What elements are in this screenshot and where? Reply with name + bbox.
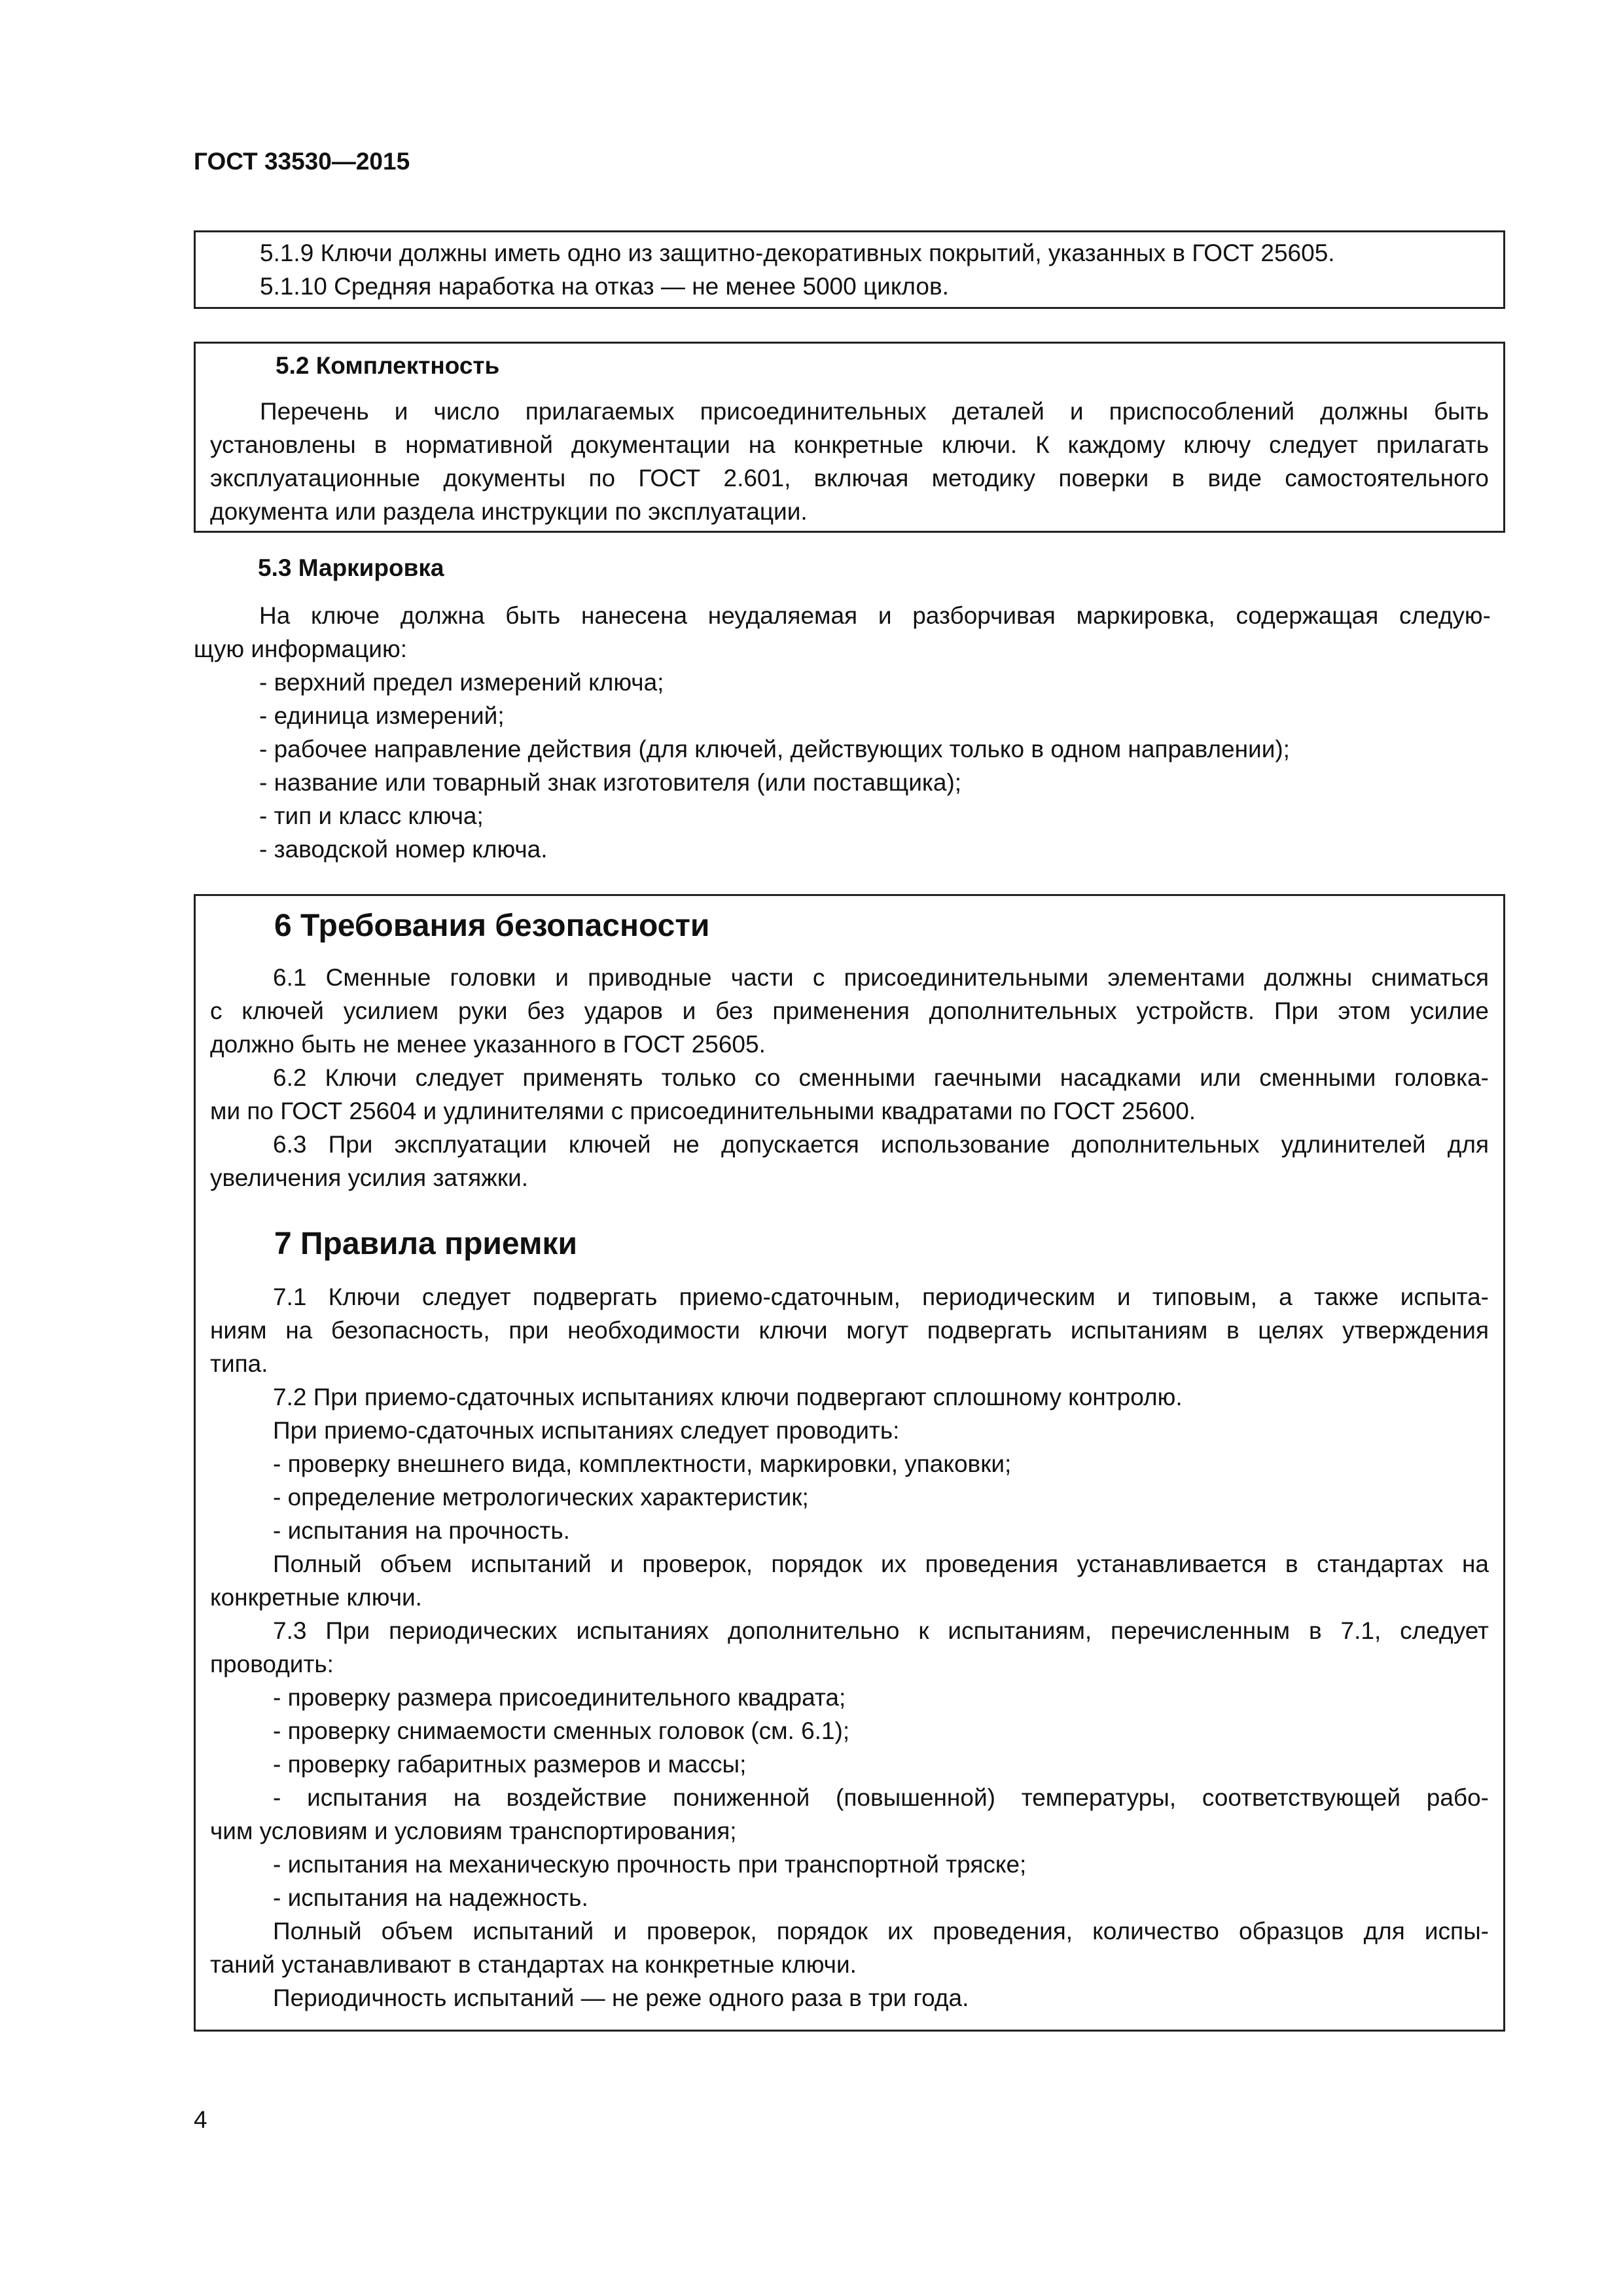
list-item-5-3: - единица измерений;	[259, 702, 505, 729]
para-5-1-9: 5.1.9 Ключи должны иметь одно из защитно-декоративных покрытий, указанных в ГОСТ 25605.	[260, 240, 1335, 266]
para-6-line4: 6.2 Ключи следует применять только со сменными гаечными насадками или сменными головка-	[273, 1064, 1489, 1091]
box-sections-6-7	[194, 894, 1505, 2032]
para-6-line2: с ключей усилием руки без ударов и без применения дополнительных устройств. При этом усилие	[210, 997, 1489, 1024]
heading-section-6: 6 Требования безопасности	[274, 908, 710, 943]
list-item-5-3: - тип и класс ключа;	[259, 802, 484, 829]
document-header: ГОСТ 33530—2015	[194, 148, 410, 175]
list-item-7: - проверку габаритных размеров и массы;	[273, 1751, 747, 1778]
para-7-line12: проводить:	[210, 1651, 334, 1677]
page-number: 4	[194, 2106, 207, 2133]
list-item-7: - испытания на воздействие пониженной (повышенной) температуры, соответствующей рабо-	[273, 1784, 1489, 1811]
list-item-7: - проверку внешнего вида, комплектности, маркировки, упаковки;	[273, 1450, 1012, 1477]
para-7-line10: конкретные ключи.	[210, 1584, 422, 1611]
heading-section-7: 7 Правила приемки	[274, 1227, 578, 1261]
list-item-7: - определение метрологических характеристик;	[273, 1484, 809, 1511]
list-item-7: - испытания на механическую прочность при транспортной тряске;	[273, 1851, 1027, 1878]
para-5-2-line3: эксплуатационные документы по ГОСТ 2.601, включая методику поверки в виде самостоятельного	[210, 465, 1489, 492]
para-7-line20: Полный объем испытаний и проверок, порядок их проведения, количество образцов для испы-	[273, 1918, 1489, 1945]
para-7-line22: Периодичность испытаний — не реже одного раза в три года.	[273, 1984, 969, 2011]
para-7-line11: 7.3 При периодических испытаниях дополнительно к испытаниям, перечисленным в 7.1, следует	[273, 1617, 1489, 1644]
para-7-line4: 7.2 При приемо-сдаточных испытаниях ключи подвергают сплошному контролю.	[273, 1384, 1183, 1410]
para-5-2-line2: установлены в нормативной документации на конкретные ключи. К каждому ключу следует прилагать	[210, 431, 1489, 458]
para-7-line9: Полный объем испытаний и проверок, порядок их проведения устанавливается в стандартах на	[273, 1551, 1489, 1577]
para-7-line3: типа.	[210, 1350, 268, 1377]
list-item-7: - испытания на прочность.	[273, 1517, 570, 1544]
list-item-5-3: - название или товарный знак изготовителя (или поставщика);	[259, 769, 962, 796]
list-item-7: - проверку размера присоединительного квадрата;	[273, 1684, 846, 1711]
para-5-2-line1: Перечень и число прилагаемых присоединительных деталей и приспособлений должны быть	[260, 398, 1489, 425]
para-5-3-line1: На ключе должна быть нанесена неудаляемая и разборчивая маркировка, содержащая следую-	[259, 602, 1491, 629]
para-6-line5: ми по ГОСТ 25604 и удлинителями с присоединительными квадратами по ГОСТ 25600.	[210, 1098, 1196, 1124]
list-item-5-3: - рабочее направление действия (для ключей, действующих только в одном направлении);	[259, 736, 1290, 762]
box-5-2	[194, 342, 1505, 533]
list-item-5-3: - верхний предел измерений ключа;	[259, 669, 664, 696]
para-6-line1: 6.1 Сменные головки и приводные части с присоединительными элементами должны сниматься	[273, 964, 1489, 991]
para-5-1-10: 5.1.10 Средняя наработка на отказ — не менее 5000 циклов.	[260, 273, 949, 300]
para-6-line6: 6.3 При эксплуатации ключей не допускается использование дополнительных удлинителей для	[273, 1131, 1489, 1158]
para-7-line1: 7.1 Ключи следует подвергать приемо-сдаточным, периодическим и типовым, а также испыта-	[273, 1283, 1489, 1310]
heading-5-2: 5.2 Комплектность	[276, 352, 500, 379]
list-item-5-3: - заводской номер ключа.	[259, 836, 548, 863]
para-6-line7: увеличения усилия затяжки.	[210, 1164, 529, 1191]
list-item-7: - проверку снимаемости сменных головок (см. 6.1);	[273, 1717, 850, 1744]
para-7-line2: ниям на безопасность, при необходимости ключи могут подвергать испытаниям в целях утверждения	[210, 1317, 1489, 1344]
box-5-1	[194, 230, 1505, 309]
para-6-line3: должно быть не менее указанного в ГОСТ 25605.	[210, 1031, 766, 1058]
para-5-2-line4: документа или раздела инструкции по эксплуатации.	[210, 498, 808, 525]
para-7-line21: таний устанавливают в стандартах на конкретные ключи.	[210, 1951, 857, 1978]
para-5-3-line2: щую информацию:	[194, 636, 407, 662]
list-item-7: - испытания на надежность.	[273, 1884, 588, 1911]
list-item-7-cont: чим условиям и условиям транспортирования;	[210, 1818, 737, 1844]
para-7-line5: При приемо-сдаточных испытаниях следует проводить:	[273, 1417, 900, 1444]
heading-5-3: 5.3 Маркировка	[258, 554, 444, 581]
